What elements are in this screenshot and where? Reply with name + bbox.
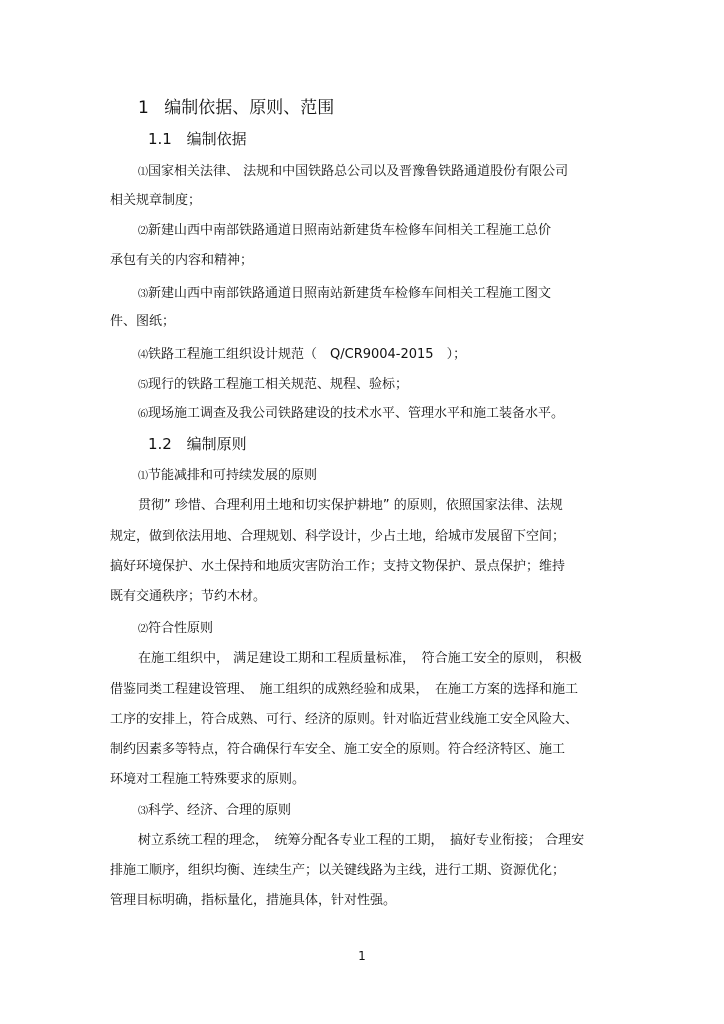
heading-1-2-title: 编制原则 [186,435,247,453]
heading-1-1-number: 1.1 [148,130,172,148]
item-marker: ⑷ [138,350,148,361]
heading-1-2 [148,433,247,455]
principle-3-line: 管理目标明确，指标量化，措施具体，针对性强。 [110,893,397,908]
basis-item-3 [138,285,551,304]
principle-2-title [138,620,213,639]
item-marker: ⑴ [138,471,148,482]
item-marker: ⑵ [138,624,148,635]
item-marker: ⑶ [138,806,148,817]
principle-2-line: 制约因素多等特点，符合确保行车安全、施工安全的原则。符合经济特区、施工 [110,742,566,757]
principle-1-line: 既有交通秩序；节约木材。 [110,589,267,604]
item-text: 节能减排和可持续发展的原则 [148,468,318,483]
item-text: 新建山西中南部铁路通道日照南站新建货车检修车间相关工程施工图文 [148,286,552,301]
item-marker: ⑸ [138,380,148,391]
principle-2-line: 工序的安排上，符合成熟、可行、经济的原则。针对临近营业线施工安全风险大、 [110,712,579,727]
basis-item-3-cont: 件、图纸； [110,314,176,329]
page-number: 1 [358,949,366,963]
item-text: 铁路工程施工组织设计规范（ Q/CR9004-2015 ）； [148,347,467,362]
principle-1-line: 贯彻” 珍惜、合理利用土地和切实保护耕地” 的原则，依照国家法律、法规 [138,498,563,513]
basis-item-5 [138,376,408,395]
item-text: 符合性原则 [148,621,214,636]
principle-1-line: 搞好环境保护、水土保持和地质灾害防治工作；支持文物保护、景点保护；维持 [110,559,566,574]
item-marker: ⑹ [138,409,148,420]
principle-2-line: 环境对工程施工特殊要求的原则。 [110,772,306,787]
basis-item-1 [138,163,568,182]
item-text: 新建山西中南部铁路通道日照南站新建货车检修车间相关工程施工总价 [148,223,552,238]
principle-1-title [138,467,317,486]
item-marker: ⑵ [138,226,148,237]
heading-1 [138,96,334,120]
heading-1-1-title: 编制依据 [186,130,247,148]
principle-2-line: 借鉴同类工程建设管理、 施工组织的成熟经验和成果， 在施工方案的选择和施工 [110,682,579,697]
heading-1-1 [148,128,247,150]
heading-1-number: 1 [138,98,149,118]
heading-1-title: 编制依据、原则、范围 [164,98,335,118]
item-text: 现场施工调查及我公司铁路建设的技术水平、管理水平和施工装备水平。 [148,406,565,421]
item-text: 科学、经济、合理的原则 [148,803,292,818]
item-text: 现行的铁路工程施工相关规范、规程、验标； [148,377,409,392]
item-marker: ⑶ [138,289,148,300]
principle-3-line: 树立系统工程的理念， 统筹分配各专业工程的工期， 搞好专业衔接； 合理安 [138,833,585,848]
item-text: 国家相关法律、 法规和中国铁路总公司以及晋豫鲁铁路通道股份有限公司 [148,164,569,179]
principle-3-title [138,802,291,821]
principle-3-line: 排施工顺序，组织均衡、连续生产；以关键线路为主线，进行工期、资源优化； [110,863,566,878]
basis-item-2-cont: 承包有关的内容和精神； [110,253,254,268]
basis-item-6 [138,405,564,424]
basis-item-4 [138,346,466,365]
principle-1-line: 规定，做到依法用地、合理规划、科学设计，少占土地，给城市发展留下空间； [110,529,566,544]
basis-item-1-cont: 相关规章制度； [110,193,202,208]
item-marker: ⑴ [138,167,148,178]
principle-2-line: 在施工组织中， 满足建设工期和工程质量标准， 符合施工安全的原则， 积极 [138,651,582,666]
heading-1-2-number: 1.2 [148,435,172,453]
basis-item-2 [138,222,551,241]
